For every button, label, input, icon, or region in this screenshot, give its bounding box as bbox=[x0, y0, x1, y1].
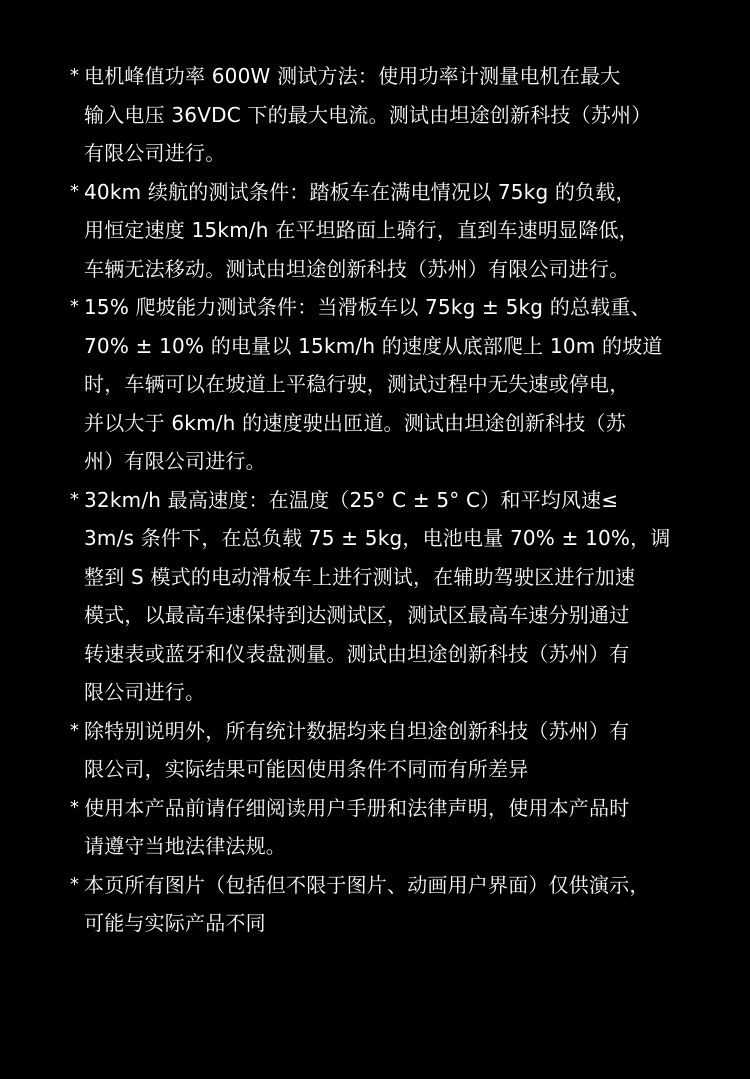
note-range-test bbox=[70, 173, 700, 289]
disclaimer-notes-list bbox=[70, 57, 700, 943]
note-text: 32km/h 最高速度：在温度（25° C ± 5° C）和平均风速≤ 3m/s 条件下，在总负载 75 ± 5kg，电池电量 70% ± 10%，调 整到 S 模式的电动滑板车上进行测试，在辅助驾驶区进行加速 模式，以最高车速保持到达测试区，测试区最高车速分别通过 转速表或蓝牙和仪表盘测量。测试由坦途创新科技（苏州）有 限公司进行。 bbox=[84, 487, 671, 704]
bullet-asterisk: * bbox=[70, 180, 79, 202]
note-statistics-source bbox=[70, 712, 700, 789]
note-text: 除特别说明外，所有统计数据均来自坦途创新科技（苏州）有 限公司，实际结果可能因使用条件不同而有所差异 bbox=[84, 718, 630, 781]
note-text: 40km 续航的测试条件：踏板车在满电情况以 75kg 的负载， 用恒定速度 15km/h 在平坦路面上骑行，直到车速明显降低， 车辆无法移动。测试由坦途创新科技（苏州）有限公司进行。 bbox=[84, 179, 639, 281]
note-text: 电机峰值功率 600W 测试方法：使用功率计测量电机在最大 输入电压 36VDC 下的最大电流。测试由坦途创新科技（苏州） 有限公司进行。 bbox=[84, 64, 652, 165]
bullet-asterisk: * bbox=[70, 488, 79, 510]
note-images-disclaimer bbox=[70, 866, 700, 943]
note-text: 使用本产品前请仔细阅读用户手册和法律声明，使用本产品时 请遵守当地法律法规。 bbox=[84, 795, 630, 858]
note-top-speed bbox=[70, 481, 700, 712]
bullet-asterisk: * bbox=[70, 796, 79, 818]
note-climbing-test bbox=[70, 288, 700, 481]
bullet-asterisk: * bbox=[70, 873, 79, 895]
bullet-asterisk: * bbox=[70, 296, 79, 317]
note-user-manual bbox=[70, 789, 700, 866]
bullet-asterisk: * bbox=[70, 65, 79, 86]
bullet-asterisk: * bbox=[70, 719, 79, 741]
note-text: 本页所有图片（包括但不限于图片、动画用户界面）仅供演示， 可能与实际产品不同 bbox=[84, 872, 650, 935]
note-text: 15% 爬坡能力测试条件：当滑板车以 75kg ± 5kg 的总载重、 70% ± 10% 的电量以 15km/h 的速度从底部爬上 10m 的坡道 时，车辆可以在坡道上平稳行驶，测试过程中无失速或停电， 并以大于 6km/h 的速度驶出匝道。测试由坦途创新科技（苏 州）有限公司进行。 bbox=[84, 295, 663, 473]
note-motor-power bbox=[70, 57, 700, 173]
